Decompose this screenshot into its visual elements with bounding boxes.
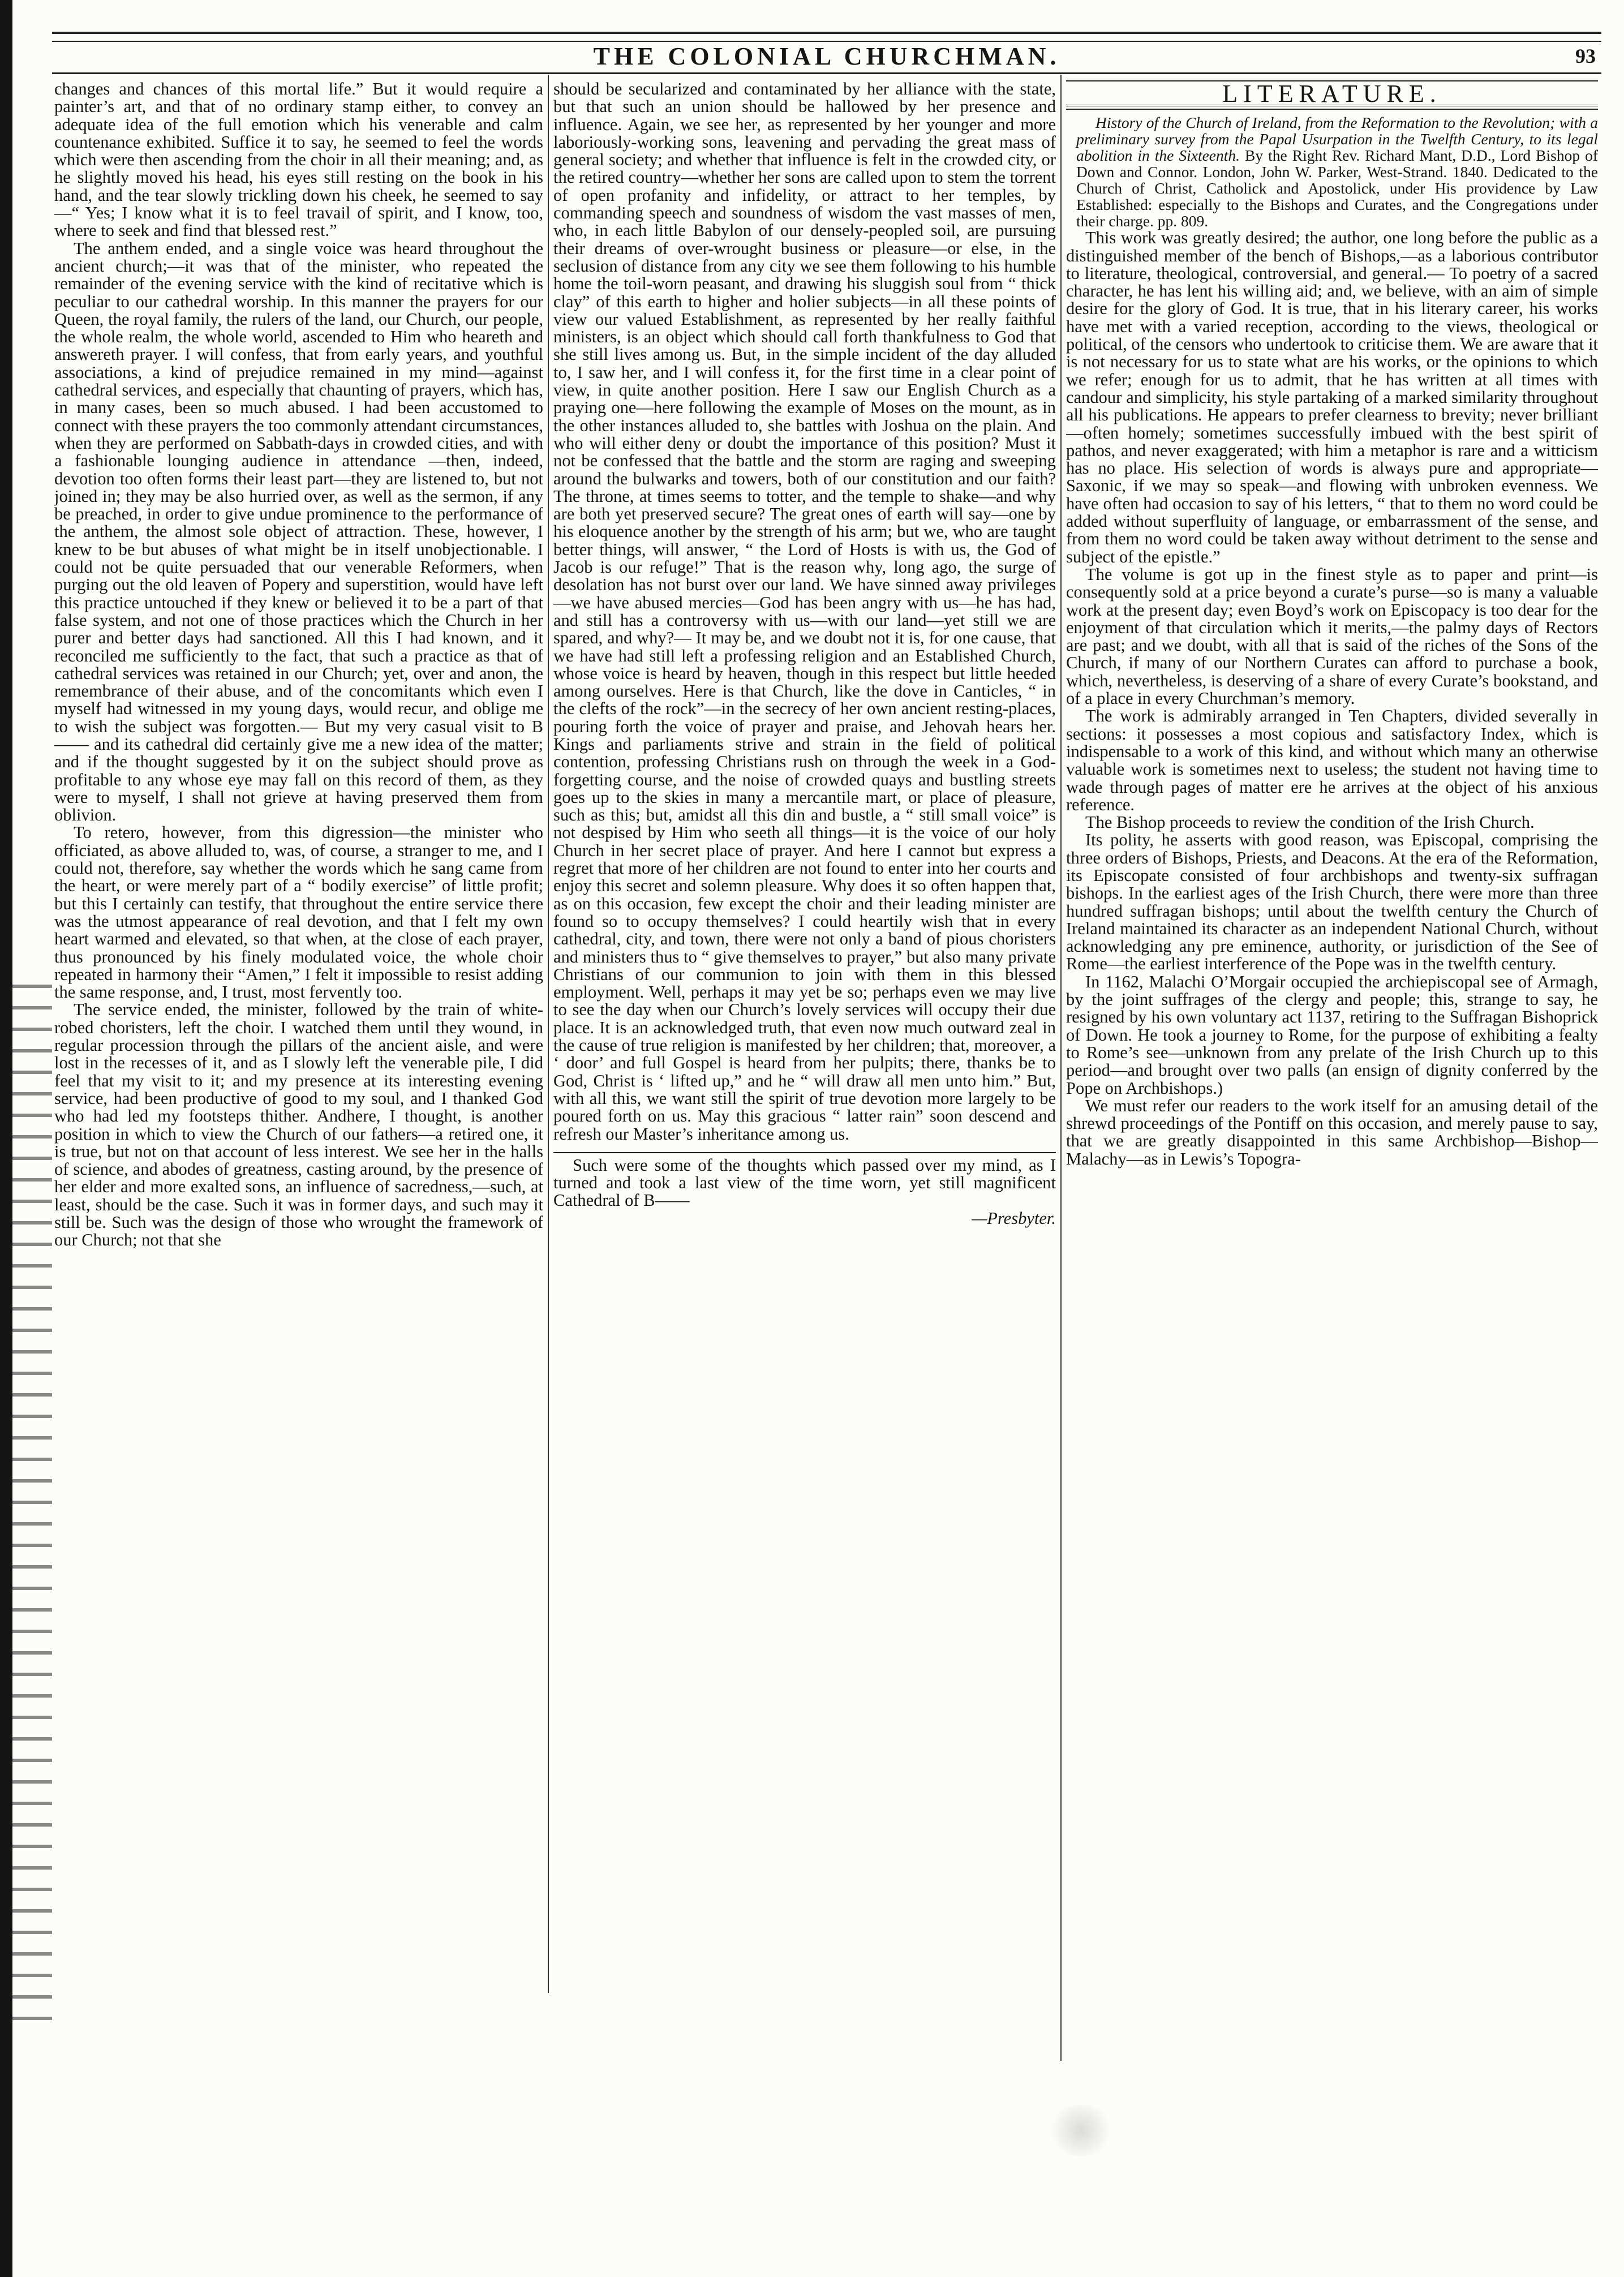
closing-block bbox=[553, 1152, 1056, 1227]
binding-gutter-marks bbox=[12, 985, 52, 2037]
paragraph: The service ended, the minister, followed by the train of white-robed choristers, left the choir. I watched them until they wound, in regular procession through the pillars of the ancient aisle, and were lost in the recesses of it, and as I slowly left the venerable pile, I did feel that my visit to it; and my presence at its interesting evening service, had been productive of good to my soul, and I thanked God who had led my footsteps thither. Andhere, I thought, is another position in which to view the Church of our fathers—a retired one, it is true, but not on that account of less interest. We see her in the halls of science, and abodes of greatness, casting around, by the presence of her elder and more exalted sons, an influence of sacredness,—such, at least, should be the case. Such it was in former days, and such may it still be. Such was the design of those who wrought the framework of our Church; not that she bbox=[54, 1000, 543, 1250]
paragraph: should be secularized and contaminated by her alliance with the state, but that such an union should be hallowed by her presence and influence. Again, we see her, as represented by her younger and more laboriously-working sons, leavening and pervading the great mass of general society; and whether that influence is felt in the crowded city, or the retired country—whether her sons are called upon to stem the torrent of open profanity and infidelity, or attract to her temples, by commanding speech and soundness of wisdom the vast masses of men, who, in each little Babylon of our densely-peopled soil, are pursuing their dreams of over-wrought business or pleasure—or else, in the seclusion of distance from any city we see them following to his humble home the toil-worn peasant, and drawing his sluggish soul from “ thick clay” of this earth to higher and holier subjects—in all these points of view our valued Establishment, as represented by her really faithful ministers, is an object which should call forth thankfulness to God that she still lives among us. But, in the simple incident of the day alluded to, I saw her, and I will confess it, for the first time in a clear point of view, in quite another position. Here I saw our English Church as a praying one—here following the example of Moses on the mount, as in the other instances alluded to, she battles with Joshua on the plain. And who will either deny or doubt the importance of this position? Must it not be confessed that the battle and the storm are raging and sweeping around the bulwarks and towers, both of our constitution and our faith? The throne, at times seems to totter, and the temple to shake—and why are both yet preserved secure? The great ones of earth will say—one by his eloquence another by the strength of his arm; but we, who are taught better things, will answer, “ the Lord of Hosts is with us, the God of Jacob is our refuge!” That is the reason why, long ago, the surge of desolation has not burst over our land. We have sinned away privileges—we have abused mercies—God has been angry with us—he has had, and still has a controversy with us—with our land—yet still we are spared, and why?— It may be, and we doubt not it is, for one cause, that we have had still left a professing religion and an Established Church, whose voice is heard by heaven, though in this respect but little heeded among ourselves. Here is that Church, like the dove in Canticles, “ in the clefts of the rock”—in the secrecy of her own ancient resting-places, pouring forth the voice of prayer and praise, and Jehovah hears her. Kings and parliaments strive and strain in the field of political contention, professing Christians rush on through the week in a God-forgetting course, and the noise of crowded quays and bustling streets goes up to the skies in many a mercantile mart, or place of pleasure, such as this; but, amidst all this din and bustle, a “ still small voice” is not despised by Him who seeth all things—it is the voice of our holy Church in her secret place of prayer. And here I cannot but express a regret that more of her children are not found to enter into her courts and enjoy this secret and solemn pleasure. Why does it so often happen that, as on this occasion, few except the choir and their leading minister are found so to occupy themselves? I could heartily wish that in every cathedral, city, and town, there were not only a band of pious choristers and ministers thus to “ give themselves to prayer,” but also many private Christians of our communion to join with them in this blessed employment. Well, perhaps it may yet be so; perhaps even we may live to see the day when our Church’s lovely services will occupy their due place. It is an acknowledged truth, that even now much outward zeal in the cause of true religion is manifested by her children; that, moreover, a ‘ door’ and full Gospel is heard from her pulpits; there, thanks be to God, Christ is ‘ lifted up,” and he “ will draw all men unto him.” But, with all this, we want still the spirit of true devotion more largely to be poured forth on us. May this gracious “ latter rain” soon descend and refresh our Master’s inheritance among us. bbox=[553, 80, 1056, 1144]
newspaper-title: THE COLONIAL CHURCHMAN. bbox=[593, 42, 1060, 70]
column-1 bbox=[54, 80, 543, 1987]
paragraph: To retero, however, from this digression—the minister who officiated, as above alluded to, was, of course, a stranger to me, and I could not, therefore, say whether the words which he sang came from the heart, or were merely part of a “ bodily exercise” of little profit; but this I certainly can testify, that throughout the entire service there was the utmost appearance of real devotion, and that I felt my own heart warmed and elevated, so that when, at the close of each prayer, thus pronounced by his finely modulated voice, the whole choir repeated in harmony their “Amen,” I felt it impossible to resist adding the same response, and, I trust, most fervently too. bbox=[54, 823, 543, 1002]
column-2 bbox=[553, 80, 1056, 1999]
paragraph: Its polity, he asserts with good reason, was Episcopal, comprising the three orders of Bishops, Priests, and Deacons. At the era of the Reformation, its Episcopate consisted of four archbishops and twenty-six suffragan bishops. In the earliest ages of the Irish Church, there were more than three hundred suffragan bishops; until about the twelfth century the Church of Ireland maintained its character as an independent National Church, without acknowledging any pre eminence, authority, or jurisdiction of the See of Rome—the earliest interference of the Pope was in the twelfth century. bbox=[1066, 830, 1598, 974]
paragraph: The Bishop proceeds to review the condition of the Irish Church. bbox=[1085, 813, 1535, 832]
page-number: 93 bbox=[1575, 45, 1596, 67]
header-rule bbox=[52, 72, 1601, 74]
page-edge-shadow bbox=[0, 0, 12, 2277]
paper-stain bbox=[1047, 2105, 1115, 2156]
paragraph: The work is admirably arranged in Ten Chapters, divided severally in sections: it possesses a most copious and satisfactory Index, which is indispensable to a work of this kind, and without which many an otherwise valuable work is sometimes next to useless; the student not having time to wade through pages of matter ere he arrives at the object of his anxious reference. bbox=[1066, 706, 1598, 814]
paragraph: Such were some of the thoughts which passed over my mind, as I turned and took a last view of the time worn, yet still magnificent Cathedral of B—— bbox=[553, 1155, 1056, 1210]
column-3 bbox=[1066, 80, 1598, 2061]
page-header bbox=[52, 42, 1601, 71]
column-divider-2 bbox=[1060, 75, 1062, 2061]
book-details: By the Right Rev. Richard Mant, D.D., Lord Bishop of Down and Connor. London, John W. Parker, West-Strand. 1840. Dedicated to the Church of Christ, Catholick and Apostolick, under His providence by Law Established: especially to the Bishops and Curates, and the Congregations under their charge. pp. 809. bbox=[1076, 147, 1598, 230]
paragraph: This work was greatly desired; the author, one long before the public as a distinguished member of the bench of Bishops,—as a laborious contributor to literature, theological, controversial, and general.— To poetry of a sacred character, he has lent his willing aid; and, we believe, with an aim of simple desire for the glory of God. It is true, that in his literary career, his works have met with a varied reception, according to the views, theological or political, of the censors who undertook to criticise them. We are aware that it is not necessary for us to state what are his works, or the opinions to which we refer; enough for us to admit, that he has written at all times with candour and simplicity, his style partaking of a marked similarity throughout all his publications. He appears to prefer clearness to brevity; never brilliant—often homely; sometimes successfully imbued with the best spirit of pathos, and never exaggerated; with him a metaphor is rare and a witticism has no place. His selection of words is always pure and appropriate—Saxonic, if we may so speak—and flowing with unbroken evenness. We have often had occasion to say of his letters, “ that to them no word could be added without superfluity of language, or embarrassment of the sense, and from them no word could be taken away without detriment to the sense and subject of the epistle.” bbox=[1066, 228, 1598, 566]
section-heading: LITERATURE. bbox=[1222, 80, 1442, 108]
top-rule bbox=[52, 32, 1601, 42]
paragraph: In 1162, Malachi O’Morgair occupied the archiepiscopal see of Armagh, by the joint suffrages of the clergy and people; this, strange to say, he resigned by his own voluntary act 1137, retiring to the Suffragan Bishoprick of Down. He took a journey to Rome, for the purpose of exhibiting a fealty to Rome’s see—unknown from any prelate of the Irish Church up to this period—and brought over two palls (an ensign of dignity conferred by the Pope on Archbishops.) bbox=[1066, 972, 1598, 1098]
paragraph: We must refer our readers to the work itself for an amusing detail of the shrewd proceedings of the Pontiff on this occasion, and merely pause to say, that we are greatly disappointed in this same Archbishop—Bishop—Malachy—as in Lewis’s Topogra- bbox=[1066, 1095, 1598, 1168]
column-divider-1 bbox=[548, 75, 549, 1993]
paragraph: The volume is got up in the finest style as to paper and print—is consequently sold at a price beyond a curate’s purse—so is many a valuable work at the present day; even Boyd’s work on Episcopacy is too dear for the enjoyment of that circulation which it merits,—the palmy days of Rectors are past; and we doubt, with all that is said of the riches of the Sons of the Church, if many of our Northern Curates can afford to purchase a book, which, nevertheless, is deserving of a share of every Curate’s bookstand, and of a place in every Churchman’s memory. bbox=[1066, 564, 1598, 708]
author-signature: —Presbyter. bbox=[972, 1208, 1056, 1228]
book-citation bbox=[1066, 114, 1598, 229]
book-title: History of the Church of Ireland, from the Reformation to the Revolution; with a preliminary survey from the Papal Usurpation in the Twelfth Century, to its legal abolition in the Sixteenth. bbox=[1076, 114, 1598, 165]
paragraph: changes and chances of this mortal life.” But it would require a painter’s art, and that of no ordinary stamp either, to convey an adequate idea of the full emotion which his venerable and calm countenance exhibited. Suffice it to say, he seemed to feel the words which were then ascending from the choir in all their meaning; and, as he slightly moved his head, his eyes still resting on the book in his hand, and the tear slowly trickling down his cheek, he seemed to say—“ Yes; I know what it is to feel travail of spirit, and I know, too, where to seek and find that blessed rest.” bbox=[54, 80, 543, 240]
paragraph: The anthem ended, and a single voice was heard throughout the ancient church;—it was that of the minister, who repeated the remainder of the evening service with the kind of recitative which is peculiar to our cathedral worship. In this manner the prayers for our Queen, the royal family, the rulers of the land, our Church, our people, the whole realm, the whole world, ascended to Him who heareth and answereth prayer. I will confess, that from early years, and youthful associations, a kind of prejudice remained in my mind—against cathedral services, and especially that chaunting of prayers, which has, in many cases, been so much abused. I had been accustomed to connect with these prayers the too commonly attendant circumstances, when they are performed on Sabbath-days in crowded cities, and with a fashionable lounging audience in attendance —then, indeed, devotion too often forms their least part—they are listened to, but not joined in; they may be also hurried over, as well as the sermon, if any be preached, in order to give undue prominence to the performance of the anthem, the almost sole object of attraction. These, however, I knew to be but abuses of what might be in itself unobjectionable. I could not be quite persuaded that our venerable Reformers, when purging out the old leaven of Popery and superstition, would have left this practice untouched if they knew or believed it to be a part of that false system, and not one of those practices which the Church in her purer and better days had sanctioned. All this I had known, and it reconciled me sufficiently to the fact, that such a practice as that of cathedral services was retained in our Church; yet, over and anon, the remembrance of their abuse, and of the concomitants which even I myself had witnessed in my young days, would recur, and oblige me to wish the subject was forgotten.— But my very casual visit to B—— and its cathedral did certainly give me a new idea of the matter; and if the thought suggested by it on the subject should prove as profitable to any whose eye may fall on this record of them, as they were to myself, I shall not grieve at having preserved them from oblivion. bbox=[54, 238, 543, 825]
